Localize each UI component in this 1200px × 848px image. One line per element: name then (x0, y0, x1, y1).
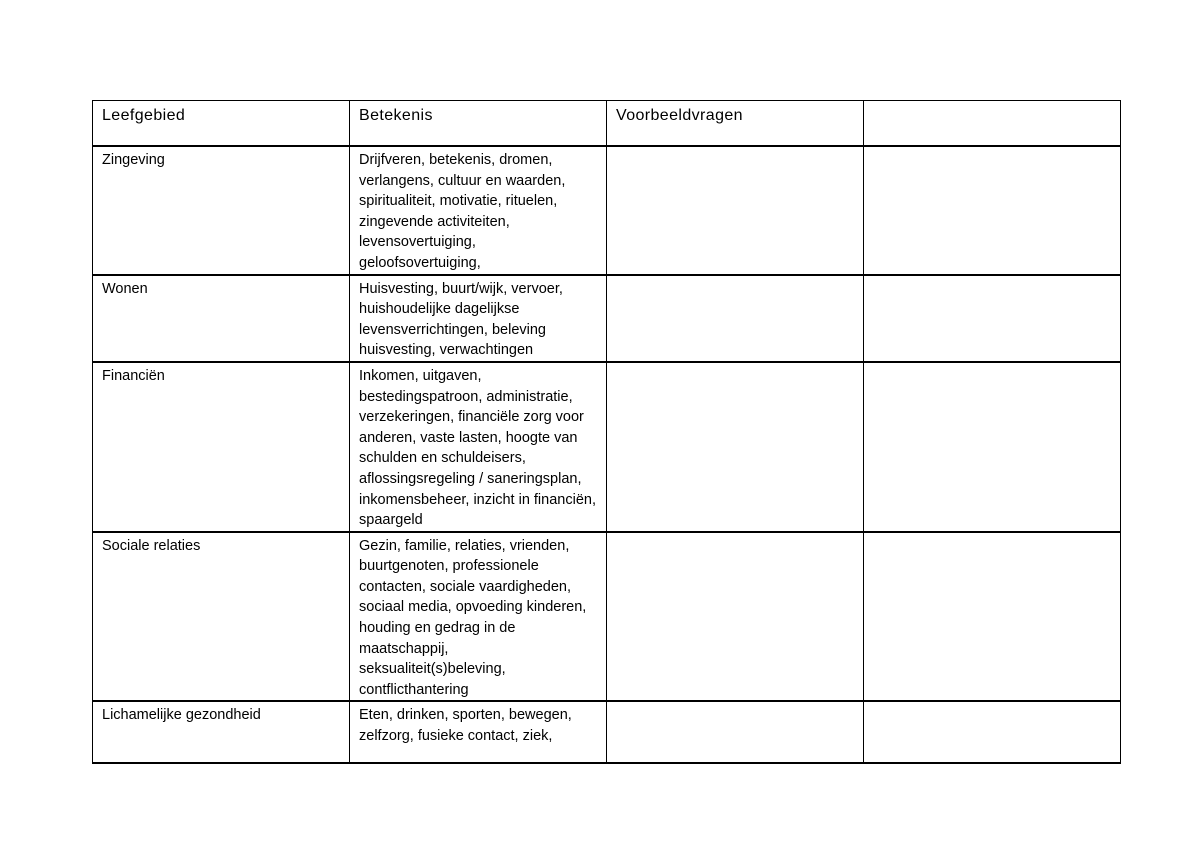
cell-area: Sociale relaties (93, 532, 350, 702)
cell-meaning: Drijfveren, betekenis, dromen, verlangens, cultuur en waarden, spiritualiteit, motivatie, rituelen, zingevende activiteiten, levensovertuiging, geloofsovertuiging, (350, 146, 607, 275)
cell-extra (864, 701, 1121, 763)
header-empty (864, 101, 1121, 147)
life-domains-table-container (92, 100, 1120, 764)
table-row (93, 701, 1121, 763)
cell-extra (864, 275, 1121, 362)
cell-area: Financiën (93, 362, 350, 532)
cell-questions (607, 275, 864, 362)
table-header-row (93, 101, 1121, 147)
header-leefgebied: Leefgebied (93, 101, 350, 147)
cell-meaning: Huisvesting, buurt/wijk, vervoer, huishoudelijke dagelijkse levensverrichtingen, beleving huisvesting, verwachtingen (350, 275, 607, 362)
cell-meaning: Gezin, familie, relaties, vrienden, buurtgenoten, professionele contacten, sociale vaardigheden, sociaal media, opvoeding kinderen, houding en gedrag in de maatschappij, seksualiteit(s)beleving, contflicthantering (350, 532, 607, 702)
cell-questions (607, 701, 864, 763)
cell-area: Lichamelijke gezondheid (93, 701, 350, 763)
cell-extra (864, 532, 1121, 702)
cell-questions (607, 532, 864, 702)
life-domains-table (92, 100, 1121, 764)
cell-extra (864, 362, 1121, 532)
header-betekenis: Betekenis (350, 101, 607, 147)
table-row (93, 275, 1121, 362)
table-row (93, 532, 1121, 702)
cell-questions (607, 362, 864, 532)
header-voorbeeldvragen: Voorbeeldvragen (607, 101, 864, 147)
table-row (93, 146, 1121, 275)
cell-meaning: Inkomen, uitgaven, bestedingspatroon, administratie, verzekeringen, financiële zorg voor anderen, vaste lasten, hoogte van schulden en schuldeisers, aflossingsregeling / saneringsplan, inkomensbeheer, inzicht in financiën, spaargeld (350, 362, 607, 532)
cell-area: Wonen (93, 275, 350, 362)
table-row (93, 362, 1121, 532)
cell-area: Zingeving (93, 146, 350, 275)
cell-questions (607, 146, 864, 275)
cell-meaning: Eten, drinken, sporten, bewegen, zelfzorg, fusieke contact, ziek, (350, 701, 607, 763)
cell-extra (864, 146, 1121, 275)
